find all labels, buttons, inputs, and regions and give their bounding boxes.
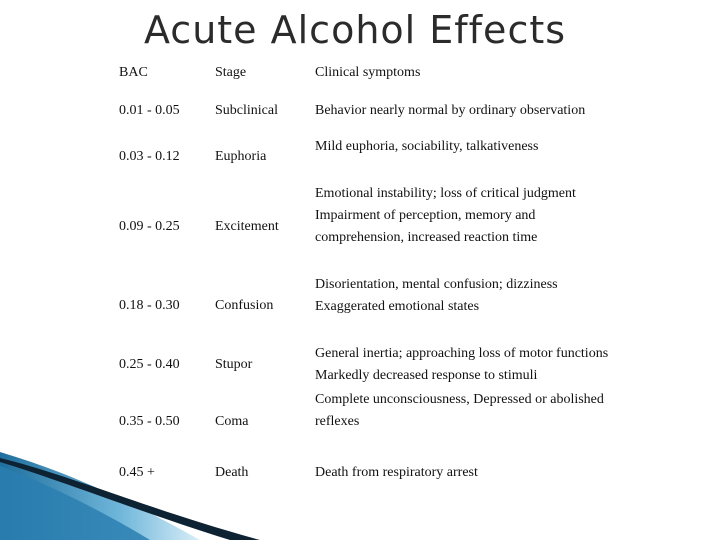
row-symptom-line: Exaggerated emotional states xyxy=(315,299,480,314)
row-symptom-line: reflexes xyxy=(315,414,360,429)
decorative-swoosh xyxy=(0,440,300,540)
row-stage: Stupor xyxy=(215,357,253,372)
row-stage: Euphoria xyxy=(215,149,267,164)
row-stage: Excitement xyxy=(215,219,279,234)
slide-title: Acute Alcohol Effects xyxy=(143,8,567,52)
row-symptom-line: Behavior nearly normal by ordinary observation xyxy=(315,103,586,118)
row-bac: 0.35 - 0.50 xyxy=(119,414,180,429)
row-bac: 0.01 - 0.05 xyxy=(119,103,180,118)
row-bac: 0.09 - 0.25 xyxy=(119,219,180,234)
row-bac: 0.45 + xyxy=(119,465,155,480)
row-stage: Death xyxy=(215,465,249,480)
header-bac: BAC xyxy=(119,65,148,80)
row-symptom-line: Markedly decreased response to stimuli xyxy=(315,368,538,383)
header-clinical-symptoms: Clinical symptoms xyxy=(315,65,421,80)
row-stage: Coma xyxy=(215,414,249,429)
row-symptom-line: Disorientation, mental confusion; dizziness xyxy=(315,277,558,292)
row-stage: Confusion xyxy=(215,298,274,313)
row-bac: 0.18 - 0.30 xyxy=(119,298,180,313)
row-symptom-line: Emotional instability; loss of critical judgment xyxy=(315,186,576,201)
row-symptom-line: Death from respiratory arrest xyxy=(315,465,478,480)
row-symptom-line: General inertia; approaching loss of motor functions xyxy=(315,346,609,361)
row-bac: 0.03 - 0.12 xyxy=(119,149,180,164)
row-symptom-line: Complete unconsciousness, Depressed or abolished xyxy=(315,392,604,407)
row-symptom-line: Mild euphoria, sociability, talkativeness xyxy=(315,139,539,154)
row-stage: Subclinical xyxy=(215,103,278,118)
row-bac: 0.25 - 0.40 xyxy=(119,357,180,372)
row-symptom-line: Impairment of perception, memory and xyxy=(315,208,536,223)
row-symptom-line: comprehension, increased reaction time xyxy=(315,230,538,245)
header-stage: Stage xyxy=(215,65,247,80)
